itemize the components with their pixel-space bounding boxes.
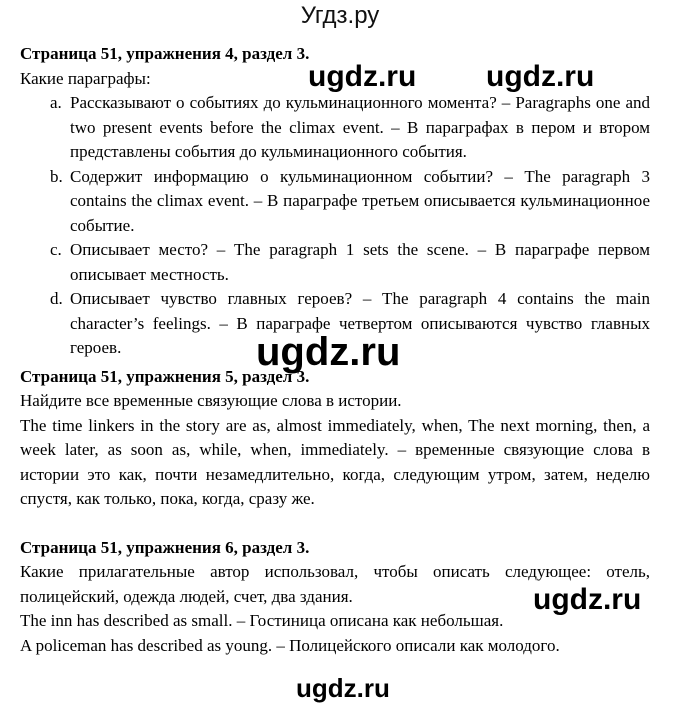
list-item-letter: a.: [50, 93, 62, 112]
list-item-text: Описывает чувство главных героев? – The paragraph 4 contains the main character’s feelings. – В параграфе четвертом описываются чувство главных героев.: [70, 289, 650, 357]
paragraph: A policeman has described as young. – Полицейского описали как молодого.: [20, 635, 560, 655]
section-heading: Страница 51, упражнения 4, раздел 3.: [20, 44, 310, 63]
list-item: [20, 165, 650, 239]
paragraph: Найдите все временные связующие слова в истории.: [20, 391, 402, 410]
watermark: ugdz.ru: [296, 673, 390, 703]
section-intro: Какие параграфы:: [20, 68, 151, 88]
list-item-letter: b.: [50, 166, 63, 186]
paragraph: The inn has described as small. – Гостиница описана как небольшая.: [20, 611, 504, 630]
watermark: ugdz.ru: [486, 60, 595, 93]
paragraph: The time linkers in the story are as, almost immediately, when, The next morning, then, a week later, as soon as, while, when, immediately. – временные связующие слова в истории это как, почти незамедлительно, когда, следующим утром, затем, неделю спустя, как только, пока, когда, сразу же.: [20, 415, 650, 508]
paragraph: Какие прилагательные автор использовал, чтобы описать следующее: отель, полицейский, одежда людей, счет, два здания.: [20, 562, 650, 606]
list-item-text: Содержит информацию о кульминационном событии? – The paragraph 3 contains the climax event. – В параграфе третьем описывается кульминационное событие.: [70, 166, 650, 235]
watermark: ugdz.ru: [533, 583, 642, 616]
list-item-text: Описывает место? – The paragraph 1 sets the scene. – В параграфе первом описывает местность.: [70, 240, 650, 284]
list-item-letter: c.: [50, 240, 62, 259]
watermark: ugdz.ru: [256, 330, 401, 374]
watermark: ugdz.ru: [308, 60, 417, 93]
section-heading: Страница 51, упражнения 5, раздел 3.: [20, 366, 310, 386]
list-item-letter: d.: [50, 289, 63, 308]
list-item: [20, 238, 650, 287]
list-item: [20, 91, 650, 165]
list-item-text: Рассказывают о событиях до кульминационного момента? – Paragraphs one and two present events before the climax event. – В параграфах в пером и втором представлены события до кульминационного события.: [70, 93, 650, 161]
section-heading: Страница 51, упражнения 6, раздел 3.: [20, 537, 310, 557]
site-header: Угдз.ру: [300, 2, 380, 29]
